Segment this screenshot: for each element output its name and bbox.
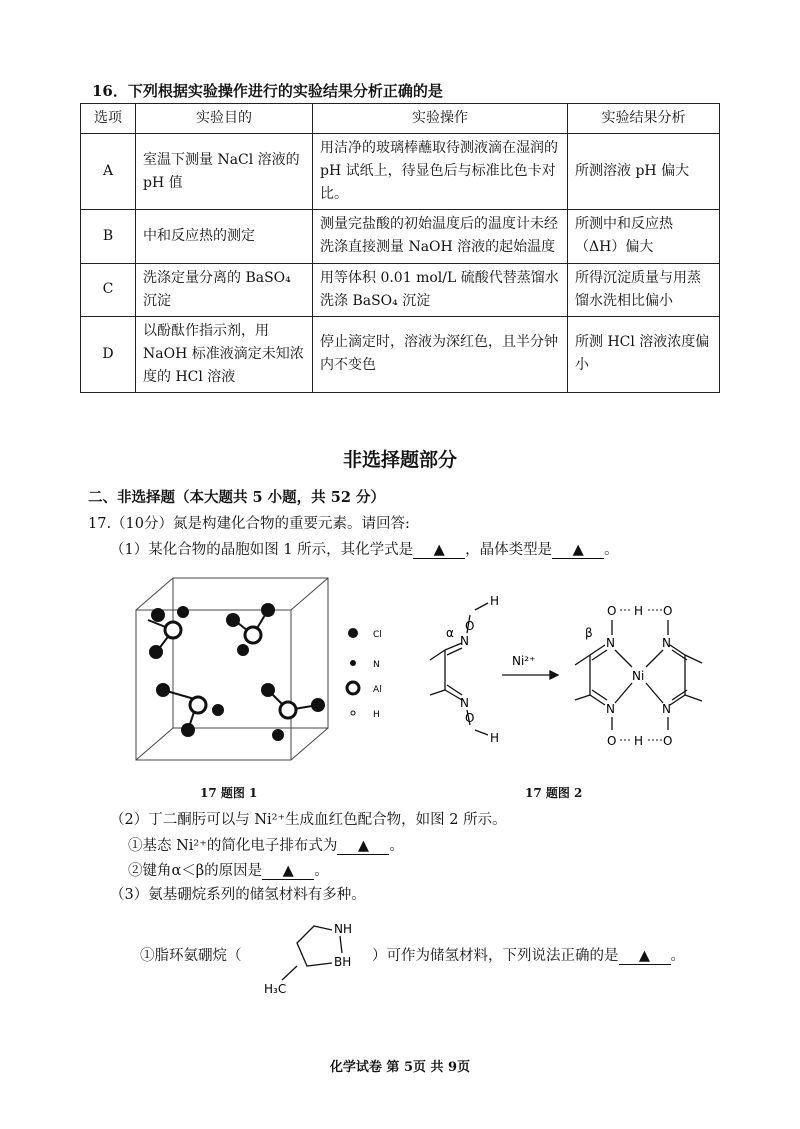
- ring-nh-label: NH: [334, 922, 352, 936]
- answer-blank[interactable]: ▲: [413, 542, 465, 559]
- ring-bh-label: BH: [334, 955, 352, 969]
- q17-part3: （3）氨基硼烷系列的储氢材料有多种。: [110, 887, 366, 903]
- nickel-complex-figure: [410, 585, 730, 760]
- fig2-o: O: [663, 734, 673, 748]
- operation-cell: 测量完盐酸的初始温度后的温度计未经洗涤直接测量 NaOH 溶液的起始温度: [313, 210, 568, 263]
- fig2-h: H: [634, 604, 644, 618]
- q17-part2: （2）丁二酮肟可以与 Ni²⁺生成血红色配合物，如图 2 所示。: [110, 812, 507, 828]
- purpose-cell: 室温下测量 NaCl 溶液的 pH 值: [136, 134, 313, 210]
- header-option: 选项: [81, 104, 136, 134]
- fig2-n-bottom: N: [460, 696, 469, 710]
- option-cell: D: [81, 316, 136, 392]
- option-cell: B: [81, 210, 136, 263]
- legend-cl-marker: [348, 628, 358, 638]
- purpose-cell: 中和反应热的测定: [136, 210, 313, 263]
- unit-cell-figure: [128, 570, 408, 770]
- alpha-label: α: [446, 626, 454, 640]
- page-footer: 化学试卷 第 5页 共 9页: [329, 1060, 471, 1075]
- analysis-cell: 所测中和反应热（ΔH）偏大: [568, 210, 720, 263]
- q17-part3-1-lead: ①脂环氨硼烷（: [140, 948, 242, 964]
- question-17-intro: 17.（10分）氮是构建化合物的重要元素。请回答:: [88, 516, 410, 532]
- q17-part1: （1）某化合物的晶胞如图 1 所示，其化学式是 ▲ ，晶体类型是 ▲ 。: [110, 542, 619, 558]
- operation-cell: 用洁净的玻璃棒蘸取待测液滴在湿润的 pH 试纸上，待显色后与标准比色卡对比。: [313, 134, 568, 210]
- header-analysis: 实验结果分析: [568, 104, 720, 134]
- answer-blank[interactable]: ▲: [552, 542, 604, 559]
- analysis-cell: 所测 HCl 溶液浓度偏小: [568, 316, 720, 392]
- purpose-cell: 洗涤定量分离的 BaSO₄ 沉淀: [136, 263, 313, 316]
- section-title: 非选择题部分: [342, 449, 457, 471]
- ni-center-label: Ni: [632, 669, 645, 683]
- table-row: [81, 263, 720, 316]
- q17-part2-1: ①基态 Ni²⁺的简化电子排布式为 ▲ 。: [128, 838, 404, 854]
- legend-n-marker: [350, 660, 356, 666]
- option-cell: C: [81, 263, 136, 316]
- ni2-plus-label: Ni²⁺: [512, 654, 536, 668]
- figure-2-caption: 17 题图 2: [525, 786, 583, 800]
- legend-n: N: [373, 660, 380, 670]
- table-header-row: [81, 104, 720, 134]
- analysis-cell: 所测溶液 pH 偏大: [568, 134, 720, 210]
- answer-blank[interactable]: ▲: [619, 948, 671, 965]
- analysis-cell: 所得沉淀质量与用蒸馏水洗相比偏小: [568, 263, 720, 316]
- beta-label: β: [585, 626, 593, 640]
- answer-blank[interactable]: ▲: [337, 838, 389, 855]
- legend-h-marker: [351, 711, 355, 715]
- fig2-h-top: H: [490, 594, 500, 608]
- fig2-h: H: [634, 734, 644, 748]
- option-cell: A: [81, 134, 136, 210]
- answer-blank[interactable]: ▲: [262, 863, 314, 880]
- fig2-o-top: O: [465, 619, 475, 633]
- table-row: [81, 134, 720, 210]
- legend-cl: Cl: [373, 630, 382, 640]
- question-16-title: 16．下列根据实验操作进行的实验结果分析正确的是: [92, 82, 443, 100]
- purpose-cell: 以酚酞作指示剂，用 NaOH 标准液滴定未知浓度的 HCl 溶液: [136, 316, 313, 392]
- fig2-n: N: [606, 636, 615, 650]
- ring-structure: [262, 908, 372, 998]
- fig2-o: O: [607, 734, 617, 748]
- table-row: [81, 316, 720, 392]
- fig2-o: O: [607, 604, 617, 618]
- header-purpose: 实验目的: [136, 104, 313, 134]
- header-operation: 实验操作: [313, 104, 568, 134]
- q17-part3-1-tail: ）可作为储氢材料，下列说法正确的是 ▲ 。: [372, 948, 685, 964]
- experiment-table: [80, 103, 720, 393]
- table-row: [81, 210, 720, 263]
- legend-h: H: [373, 710, 380, 720]
- fig2-o: O: [663, 604, 673, 618]
- fig2-o-bottom: O: [465, 711, 475, 725]
- legend-al: Al: [373, 685, 382, 695]
- figure-1-caption: 17 题图 1: [200, 786, 258, 800]
- fig2-n: N: [662, 636, 671, 650]
- operation-cell: 用等体积 0.01 mol/L 硫酸代替蒸馏水洗涤 BaSO₄ 沉淀: [313, 263, 568, 316]
- fig2-n: N: [606, 702, 615, 716]
- operation-cell: 停止滴定时，溶液为深红色，且半分钟内不变色: [313, 316, 568, 392]
- fig2-n-top: N: [460, 634, 469, 648]
- q17-part2-2: ②键角α＜β的原因是 ▲ 。: [128, 863, 329, 879]
- ring-h3c-label: H₃C: [264, 982, 287, 996]
- legend-al-marker: [347, 682, 359, 694]
- fig2-h-bottom: H: [490, 731, 500, 745]
- fig2-n: N: [662, 702, 671, 716]
- part-two-heading: 二、非选择题（本大题共 5 小题，共 52 分）: [88, 489, 385, 506]
